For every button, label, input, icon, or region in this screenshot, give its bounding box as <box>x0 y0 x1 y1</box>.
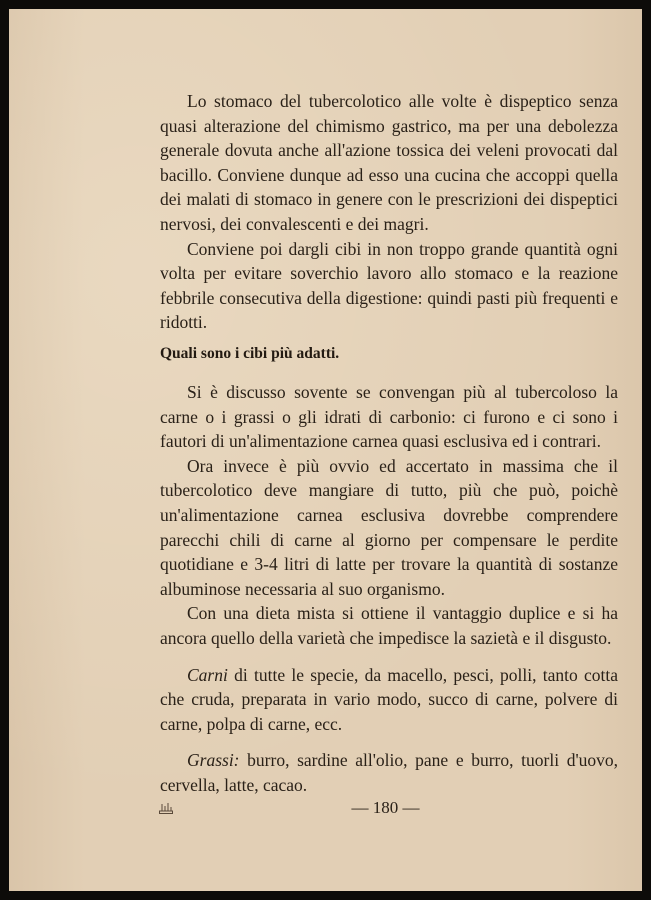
grassi-text: burro, sardine all'olio, pane e burro, tuorli d'uovo, cervella, latte, cacao. <box>160 750 618 795</box>
section-heading: Quali sono i cibi più adatti. <box>160 345 340 362</box>
page-number: — 180 — <box>351 798 420 817</box>
paragraph-meals: Conviene poi dargli cibi in non troppo grande quantità ogni volta per evitare soverchio lavoro allo stomaco e la reazione febbrile consecutiva della digestione: quindi pasti più frequenti e ridotti. <box>160 238 618 333</box>
paragraph-variety: Con una dieta mista si ottiene il vantaggio duplice e si ha ancora quello della varietà che impedisce la sazietà e il disgusto. <box>160 603 618 648</box>
book-page <box>9 9 642 891</box>
paragraph-carni <box>160 663 618 737</box>
carni-text: di tutte le specie, da macello, pesci, polli, tanto cotta che cruda, preparata in vario modo, succo di carne, polvere di carne, polpa di carne, ecc. <box>160 664 618 734</box>
paragraph-mixed-diet: Ora invece è più ovvio ed accertato in massima che il tubercolotico deve mangiare di tutto, più che può, poichè un'alimentazione carnea esclusiva dovrebbe comprendere parecchi chili di carne al giorno per compensare le perdite quotidiane e 3-4 litri di latte per trovare la quantità di sostanze albuminose necessaria al suo organismo. <box>160 455 618 599</box>
section-intro <box>160 89 618 335</box>
paragraph-discussion: Si è discusso sovente se convengan più al tubercoloso la carne o i grassi o gli idrati di carbonio: ci furono e ci sono i fautori di un'alimentazione carnea quasi esclusiva ed i contrari. <box>160 382 618 452</box>
section-foods <box>160 380 618 798</box>
term-carni: Carni <box>187 664 228 685</box>
term-grassi: Grassi: <box>187 750 240 771</box>
paragraph-stomach: Lo stomaco del tubercolotico alle volte è dispeptico senza quasi alterazione del chimismo gastrico, ma per una debolezza generale dovuta anche all'azione tossica dei veleni provocati dal bacillo. Conviene dunque ad esso una cucina che accoppi quella dei malati di stomaco in genere con le prescrizioni dei dispeptici nervosi, dei convalescenti e dei magri. <box>160 91 618 234</box>
paragraph-grassi <box>160 748 618 797</box>
